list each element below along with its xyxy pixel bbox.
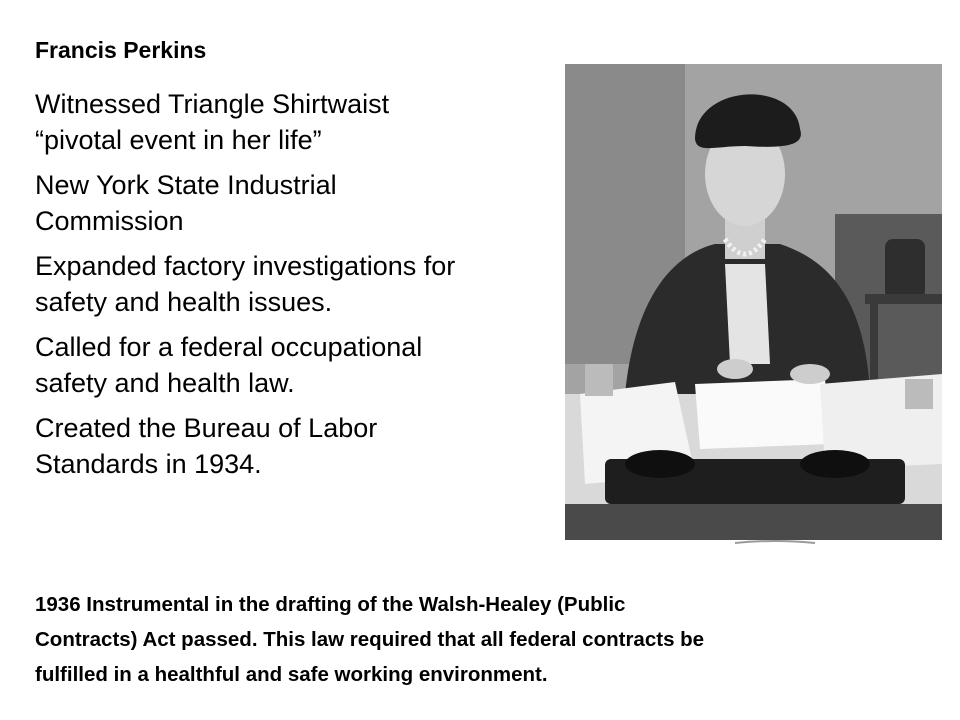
bullet-text: Witnessed Triangle Shirtwaist: [35, 89, 390, 119]
bullet-text: safety and health law.: [35, 368, 295, 398]
bullet-item: [35, 167, 560, 239]
portrait-photo: [565, 64, 942, 540]
footer-text: Contracts) Act passed. This law required that all federal contracts be: [35, 628, 705, 651]
bullet-list: [35, 86, 560, 491]
footer-text: 1936 Instrumental in the drafting of the Walsh-Healey (Public: [35, 593, 626, 616]
photo-caption-mark: [735, 537, 815, 547]
footer-text: fulfilled in a healthful and safe working environment.: [35, 663, 548, 686]
bullet-text: safety and health issues.: [35, 287, 333, 317]
bullet-text: “pivotal event in her life”: [35, 125, 322, 155]
bullet-item: [35, 410, 560, 482]
bullet-text: Called for a federal occupational: [35, 332, 423, 362]
bullet-text: Created the Bureau of Labor: [35, 413, 378, 443]
bullet-text: Commission: [35, 206, 184, 236]
bullet-item: [35, 329, 560, 401]
bullet-text: Standards in 1934.: [35, 449, 262, 479]
bullet-text: New York State Industrial: [35, 170, 337, 200]
bullet-item: [35, 248, 560, 320]
bullet-item: [35, 86, 560, 158]
bullet-text: Expanded factory investigations for: [35, 251, 456, 281]
slide-title: Francis Perkins: [35, 37, 207, 63]
footer-note: [35, 587, 940, 692]
